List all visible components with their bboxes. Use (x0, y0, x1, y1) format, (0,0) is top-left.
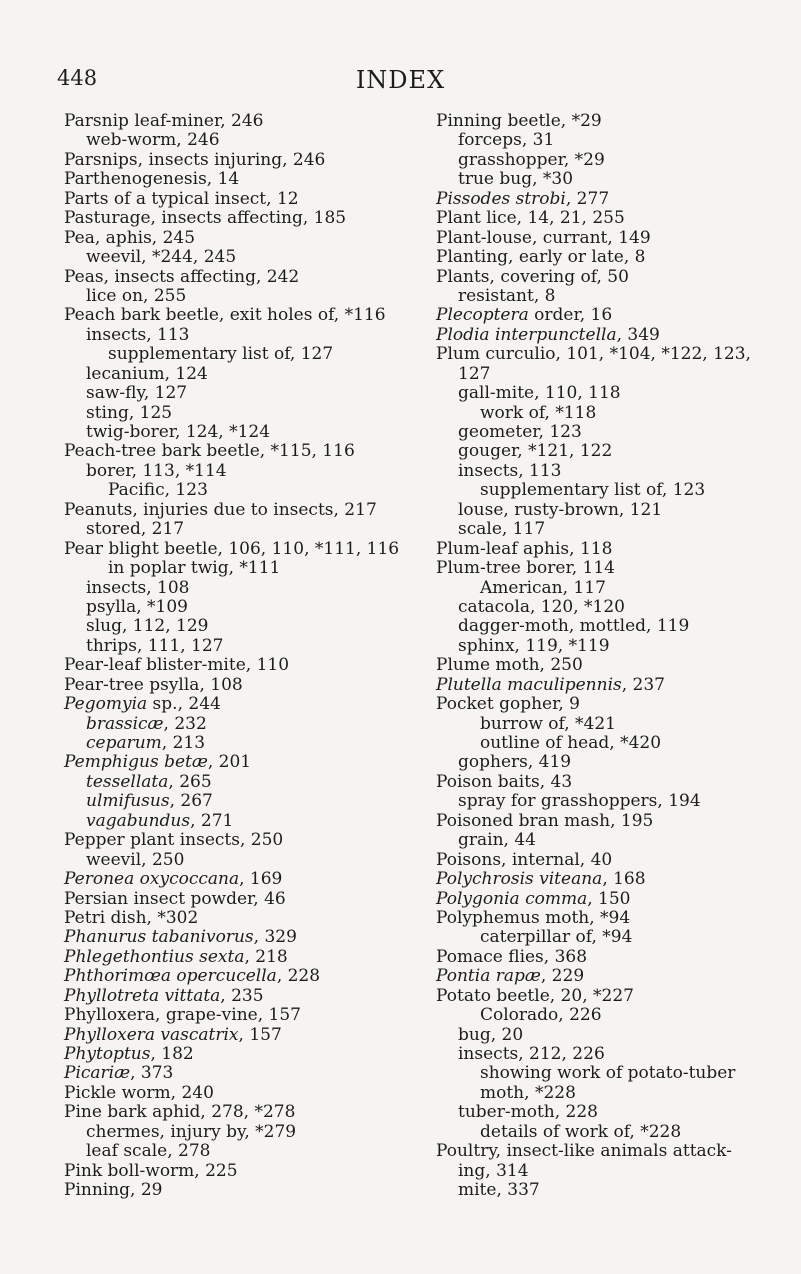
index-entry: slug, 112, 129 (86, 616, 209, 637)
entry-rest: , 218 (244, 946, 288, 967)
page-number: 448 (57, 66, 98, 90)
index-entry: Plume moth, 250 (436, 655, 583, 676)
index-entry: Polyphemus moth, *94 (436, 907, 631, 928)
index-entry: insects, 108 (86, 577, 190, 598)
index-entry (64, 967, 404, 986)
index-entry: Persian insect powder, 46 (64, 888, 286, 909)
entry-rest: , 271 (190, 810, 234, 831)
index-entry: stored, 217 (86, 519, 185, 540)
index-entry: Peanuts, injuries due to insects, 217 (64, 499, 377, 520)
index-entry: thrips, 111, 127 (86, 635, 224, 656)
index-entry: caterpillar of, *94 (480, 927, 633, 948)
index-entry (64, 715, 404, 734)
index-entry: chermes, injury by, *279 (86, 1121, 297, 1142)
index-entry: 127 (458, 363, 491, 384)
index-entry: Pink boll-worm, 225 (64, 1160, 238, 1181)
index-entry: Pinning, 29 (64, 1180, 163, 1201)
index-entry: grain, 44 (458, 830, 536, 851)
entry-italic-term: Plutella maculipennis (436, 674, 622, 695)
index-entry: Phylloxera, grape-vine, 157 (64, 1005, 301, 1026)
index-column-right (436, 112, 781, 1201)
entry-rest: , 237 (621, 674, 665, 695)
index-entry: Pocket gopher, 9 (436, 694, 580, 715)
index-entry: sting, 125 (86, 402, 173, 423)
index-entry (436, 967, 781, 986)
index-entry: lecanium, 124 (86, 363, 208, 384)
entry-rest: , 150 (587, 888, 631, 909)
index-entry: saw-fly, 127 (86, 383, 188, 404)
index-entry (64, 773, 404, 792)
entry-rest: , 349 (616, 324, 660, 345)
index-entry: insects, 113 (458, 460, 562, 481)
index-entry (64, 753, 404, 772)
index-entry (64, 812, 404, 831)
index-entry: catacola, 120, *120 (458, 596, 625, 617)
index-entry: Colorado, 226 (480, 1005, 602, 1026)
index-entry: Parsnips, insects injuring, 246 (64, 149, 326, 170)
index-entry: gall-mite, 110, 118 (458, 383, 621, 404)
index-entry (436, 676, 781, 695)
entry-rest: , 267 (169, 791, 213, 812)
index-entry: twig-borer, 124, *124 (86, 422, 271, 442)
index-entry: geometer, 123 (458, 422, 582, 442)
entry-italic-term: Phylloxera vascatrix (64, 1024, 239, 1045)
entry-rest: , 228 (276, 966, 321, 987)
entry-italic-term: Phyllotreta vittata (64, 985, 221, 1006)
index-entry: grasshopper, *29 (458, 149, 605, 170)
entry-rest: , 229 (540, 966, 585, 987)
index-entry: gophers, 419 (458, 752, 572, 773)
index-entry (64, 1064, 404, 1083)
index-entry: Peas, insects affecting, 242 (64, 266, 300, 287)
index-entry (436, 870, 781, 889)
entry-rest: order, 16 (528, 305, 613, 326)
index-entry: work of, *118 (480, 402, 597, 423)
index-entry: insects, 212, 226 (458, 1044, 605, 1064)
index-entry: Parthenogenesis, 14 (64, 169, 240, 190)
index-entry: Poisoned bran mash, 195 (436, 810, 654, 831)
entry-italic-term: Pontia rapæ (436, 966, 541, 987)
entry-italic-term: Phytoptus (64, 1044, 151, 1064)
index-entry (64, 1026, 404, 1045)
entry-italic-term: Phthorimœa opercucella (64, 966, 277, 987)
index-entry: bug, 20 (458, 1024, 524, 1045)
index-entry: Parts of a typical insect, 12 (64, 188, 299, 209)
index-entry: supplementary list of, 127 (108, 344, 334, 365)
index-entry: weevil, *244, 245 (86, 247, 237, 268)
index-entry (64, 734, 404, 753)
index-entry: outline of head, *420 (480, 733, 662, 753)
entry-italic-term: Pemphigus betæ (64, 752, 208, 773)
index-entry: resistant, 8 (458, 285, 556, 306)
index-entry: louse, rusty-brown, 121 (458, 499, 663, 520)
index-entry: lice on, 255 (86, 285, 187, 306)
index-entry: Pacific, 123 (108, 480, 208, 501)
entry-italic-term: Picariæ (64, 1063, 131, 1084)
index-entry: weevil, 250 (86, 849, 185, 870)
index-entry: Poisons, internal, 40 (436, 849, 613, 870)
index-entry: Pomace flies, 368 (436, 946, 588, 967)
entry-italic-term: brassicæ (86, 713, 164, 734)
entry-italic-term: Polychrosis viteana (436, 869, 603, 890)
entry-rest: , 157 (238, 1024, 282, 1045)
index-entry: Petri dish, *302 (64, 907, 199, 928)
entry-rest: , 168 (602, 869, 646, 890)
index-entry: Plant-louse, currant, 149 (436, 227, 651, 248)
index-column-left (64, 112, 404, 1201)
index-entry: Pear blight beetle, 106, 110, *111, 116 (64, 538, 400, 559)
index-entry: Pine bark aphid, 278, *278 (64, 1102, 296, 1123)
index-entry: insects, 113 (86, 324, 190, 345)
index-entry: Planting, early or late, 8 (436, 247, 646, 268)
entry-italic-term: Phlegethontius sexta (64, 946, 245, 967)
index-entry (64, 792, 404, 811)
entry-italic-term: Phanurus tabanivorus (64, 927, 254, 948)
entry-rest: , 213 (161, 733, 206, 753)
entry-rest: , 201 (207, 752, 252, 773)
index-entry: Plum-tree borer, 114 (436, 558, 615, 579)
index-entry: leaf scale, 278 (86, 1141, 211, 1162)
index-entry: Poison baits, 43 (436, 771, 573, 792)
entry-italic-term: ceparum (86, 733, 162, 753)
index-entry: Plum curculio, 101, *104, *122, 123, (436, 344, 751, 365)
index-entry: Parsnip leaf-miner, 246 (64, 111, 264, 131)
index-entry (64, 948, 404, 967)
entry-italic-term: Peronea oxycoccana (64, 869, 240, 890)
index-entry: dagger-moth, mottled, 119 (458, 616, 690, 637)
entry-rest: , 169 (239, 869, 283, 890)
entry-italic-term: Plodia interpunctella (436, 324, 617, 345)
index-entry (64, 928, 404, 947)
index-entry (64, 870, 404, 889)
index-entry: mite, 337 (458, 1180, 540, 1201)
entry-italic-term: Pissodes strobi (436, 188, 566, 209)
entry-italic-term: ulmifusus (86, 791, 170, 812)
index-entry: Plants, covering of, 50 (436, 266, 629, 287)
index-entry: tuber-moth, 228 (458, 1102, 598, 1123)
entry-rest: , 182 (150, 1044, 194, 1064)
index-entry: in poplar twig, *111 (108, 558, 281, 579)
index-entry: Poultry, insect-like animals attack- (436, 1141, 732, 1162)
index-entry: Pepper plant insects, 250 (64, 830, 284, 851)
index-entry (436, 306, 781, 325)
entry-italic-term: vagabundus (86, 810, 191, 831)
index-entry: Pear-leaf blister-mite, 110 (64, 655, 290, 676)
entry-rest: , 235 (220, 985, 264, 1006)
entry-rest: , 373 (130, 1063, 174, 1084)
index-entry: spray for grasshoppers, 194 (458, 791, 701, 812)
index-entry: borer, 113, *114 (86, 460, 227, 481)
index-entry: Potato beetle, 20, *227 (436, 985, 634, 1006)
index-entry: Plant lice, 14, 21, 255 (436, 208, 625, 229)
index-entry: Plum-leaf aphis, 118 (436, 538, 613, 559)
index-entry: American, 117 (480, 577, 606, 598)
index-entry: showing work of potato-tuber (480, 1063, 736, 1084)
index-entry: true bug, *30 (458, 169, 574, 190)
index-entry: supplementary list of, 123 (480, 480, 706, 501)
index-entry: details of work of, *228 (480, 1121, 682, 1142)
index-entry: ing, 314 (458, 1160, 529, 1181)
index-entry (64, 1045, 404, 1064)
page-header (0, 66, 801, 96)
index-entry (436, 890, 781, 909)
index-entry: Peach-tree bark beetle, *115, 116 (64, 441, 355, 462)
index-entry: moth, *228 (480, 1082, 576, 1103)
entry-rest: , 277 (565, 188, 610, 209)
index-entry (64, 695, 404, 714)
index-entry: Pickle worm, 240 (64, 1082, 214, 1103)
entry-rest: , 232 (163, 713, 207, 734)
index-entry (436, 190, 781, 209)
page-title: INDEX (355, 66, 446, 94)
index-entry: sphinx, 119, *119 (458, 635, 610, 656)
index-entry: scale, 117 (458, 519, 546, 540)
entry-rest: sp., 244 (147, 694, 221, 715)
entry-italic-term: Polygonia comma (436, 888, 588, 909)
index-entry: Peach bark beetle, exit holes of, *116 (64, 305, 386, 326)
index-entry: psylla, *109 (86, 596, 188, 617)
index-entry: Pea, aphis, 245 (64, 227, 196, 248)
index-entry: gouger, *121, 122 (458, 441, 613, 462)
index-entry: burrow of, *421 (480, 713, 616, 734)
index-entry: Pear-tree psylla, 108 (64, 674, 243, 695)
index-entry: web-worm, 246 (86, 130, 220, 151)
entry-rest: , 329 (253, 927, 297, 948)
entry-italic-term: Pegomyia (64, 694, 148, 715)
entry-italic-term: Plecoptera (436, 305, 529, 326)
index-entry: Pinning beetle, *29 (436, 111, 602, 131)
index-entry (64, 987, 404, 1006)
entry-rest: , 265 (168, 771, 212, 792)
index-entry: forceps, 31 (458, 130, 555, 151)
index-entry: Pasturage, insects affecting, 185 (64, 208, 347, 229)
entry-italic-term: tessellata (86, 771, 169, 792)
index-entry (436, 326, 781, 345)
